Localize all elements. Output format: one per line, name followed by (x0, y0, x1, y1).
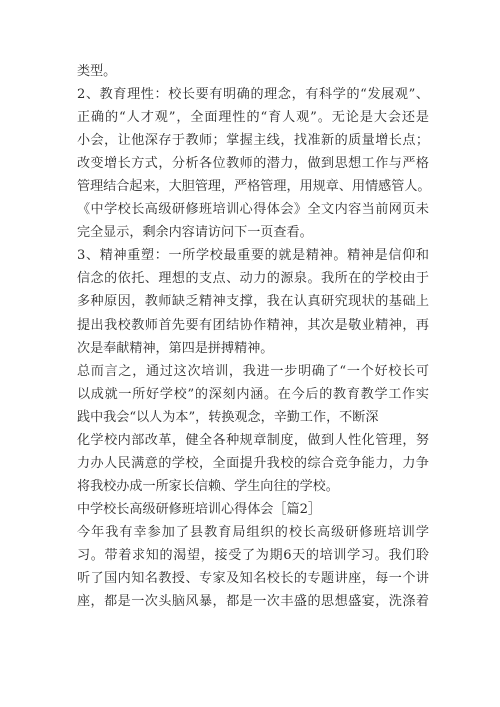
text-line: 力办人民满意的学校，全面提升我校的综合竞争能力，力争 (77, 455, 429, 471)
text-line: 多种原因，教师缺乏精神支撑，我在认真研究现状的基础上 (77, 294, 429, 310)
text-line: 正确的“人才观”，全面理性的“育人观”。无论是大会还是 (77, 110, 429, 126)
document-body (77, 60, 429, 613)
notice-line: 完全显示，剩余内容请访问下一页查看。 (77, 225, 313, 241)
text-line: 信念的依托、理想的支点、动力的源泉。我所在的学校由于 (77, 271, 429, 287)
notice-line: 《中学校长高级研修班培训心得体会》全文内容当前网页未 (77, 202, 429, 218)
text-line: 总而言之，通过这次培训，我进一步明确了“一个好校长可 (77, 363, 429, 379)
text-line: 提出我校教师首先要有团结协作精神，其次是敬业精神，再 (77, 317, 429, 333)
section-heading: 中学校长高级研修班培训心得体会［篇2］ (77, 501, 322, 517)
text-line: 以成就一所好学校”的深刻内涵。在今后的教育教学工作实 (77, 386, 429, 402)
text-line: 类型。 (77, 64, 117, 79)
text-line: 化学校内部改革，健全各种规章制度，做到人性化管理，努 (77, 432, 429, 448)
text-line: 2、教育理性：校长要有明确的理念，有科学的“发展观”、 (77, 87, 429, 103)
text-line: 习。带着求知的渴望，接受了为期6天的培训学习。我们聆 (77, 547, 429, 563)
text-line: 今年我有幸参加了县教育局组织的校长高级研修班培训学 (77, 524, 429, 540)
text-line: 座，都是一次头脑风暴，都是一次丰盛的思想盛宴，洗涤着 (77, 594, 429, 610)
text-line: 次是奉献精神，第四是拼搏精神。 (77, 340, 274, 356)
text-line: 将我校办成一所家长信赖、学生向往的学校。 (77, 478, 339, 494)
text-line: 听了国内知名教授、专家及知名校长的专题讲座，每一个讲 (77, 571, 429, 587)
text-line: 改变增长方式，分析各位教师的潜力，做到思想工作与严格 (77, 156, 429, 172)
text-line: 践中我会“以人为本”，转换观念，辛勤工作，不断深 (77, 409, 379, 425)
text-line: 管理结合起来，大胆管理，严格管理，用规章、用情感管人。 (77, 179, 431, 195)
text-line: 小会，让他深存于教师；掌握主线，找准新的质量增长点； (77, 133, 429, 149)
text-line: 3、精神重塑：一所学校最重要的就是精神。精神是信仰和 (77, 248, 429, 264)
